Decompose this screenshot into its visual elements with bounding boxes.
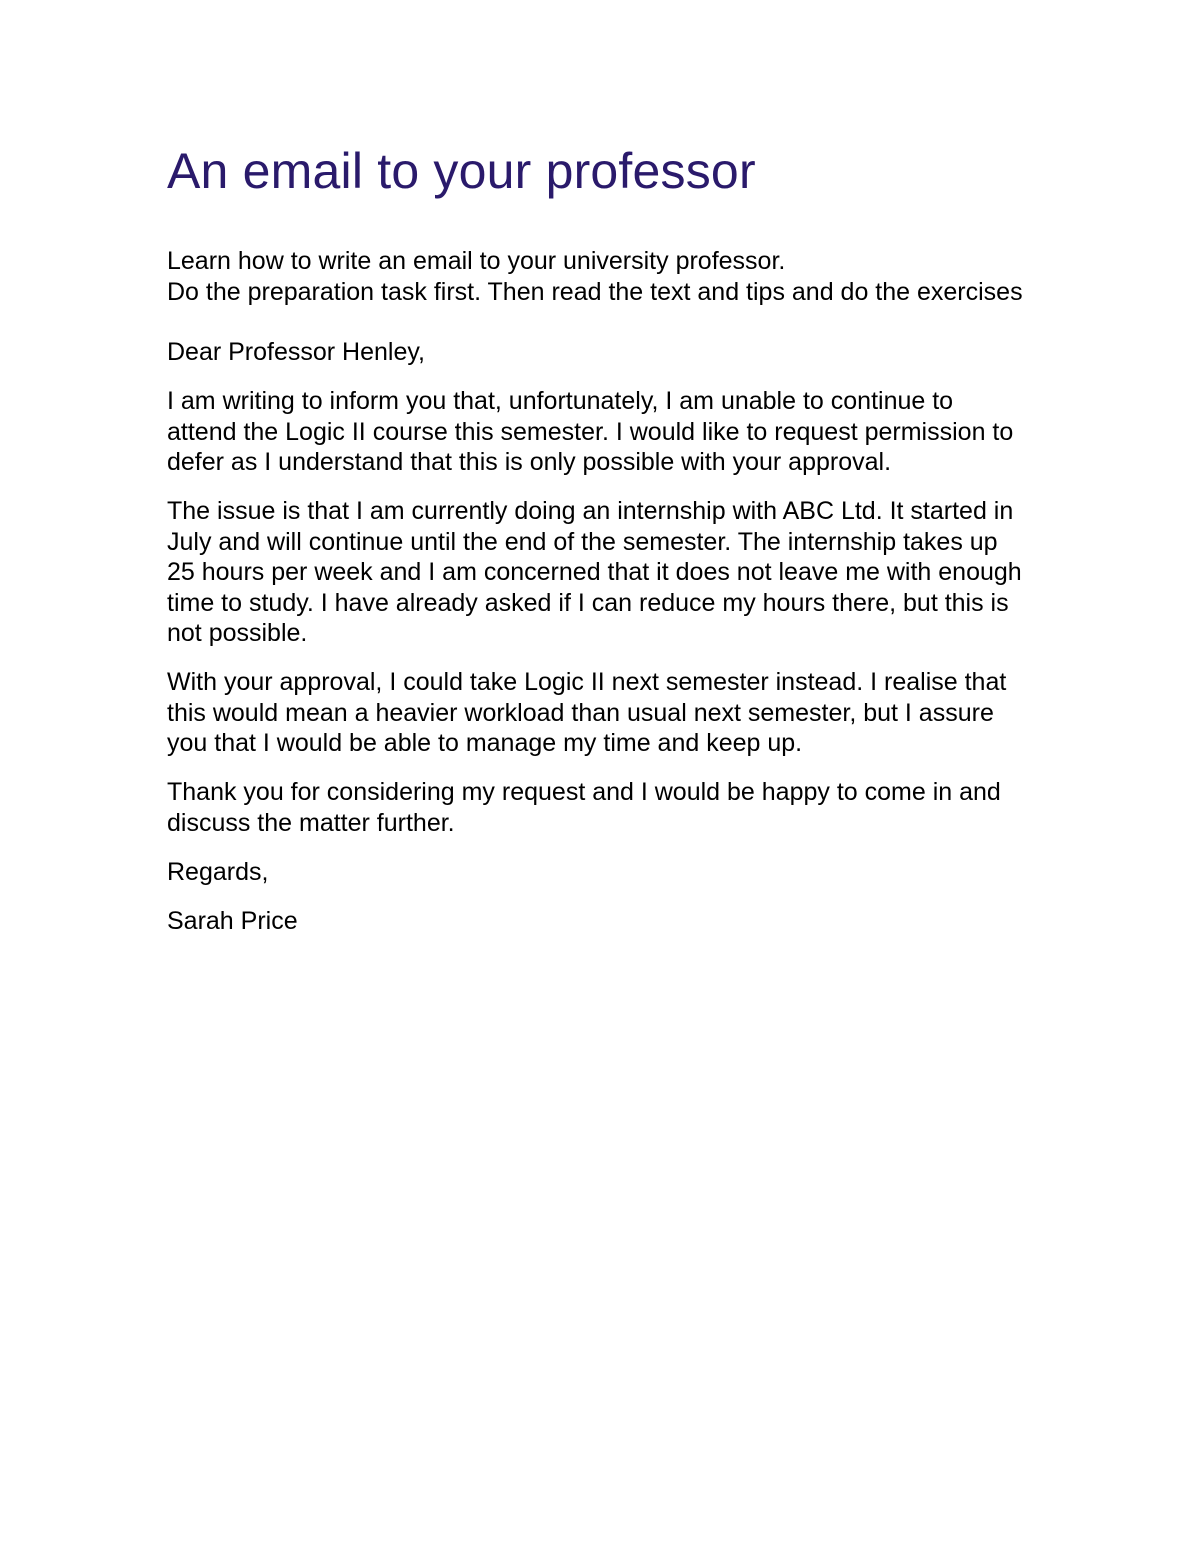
page-title: An email to your professor [167, 143, 756, 199]
letter-paragraph-1: I am writing to inform you that, unfortunately, I am unable to continue to attend the Logic II course this semester. I would like to request permission to defer as I understand that this is only possible with your approval. [167, 387, 1014, 476]
letter-paragraph-2: The issue is that I am currently doing an internship with ABC Ltd. It started in July and will continue until the end of the semester. The internship takes up 25 hours per week and I am concerned that it does not leave me with enough time to study. I have already asked if I can reduce my hours there, but this is not possible. [167, 497, 1022, 647]
intro-section [167, 246, 1027, 308]
letter-closing: Regards, [167, 857, 269, 886]
letter-signature: Sarah Price [167, 906, 298, 935]
letter-paragraph-4: Thank you for considering my request and I would be happy to come in and discuss the matter further. [167, 778, 1001, 837]
letter-paragraph-3: With your approval, I could take Logic II next semester instead. I realise that this would mean a heavier workload than usual next semester, but I assure you that I would be able to manage my time and keep up. [167, 668, 1007, 757]
document-content [167, 138, 1027, 955]
intro-line-1: Learn how to write an email to your university professor. [167, 247, 786, 275]
letter-greeting: Dear Professor Henley, [167, 338, 425, 366]
email-letter [167, 337, 1027, 936]
intro-line-2: Do the preparation task first. Then read the text and tips and do the exercises [167, 278, 1023, 306]
